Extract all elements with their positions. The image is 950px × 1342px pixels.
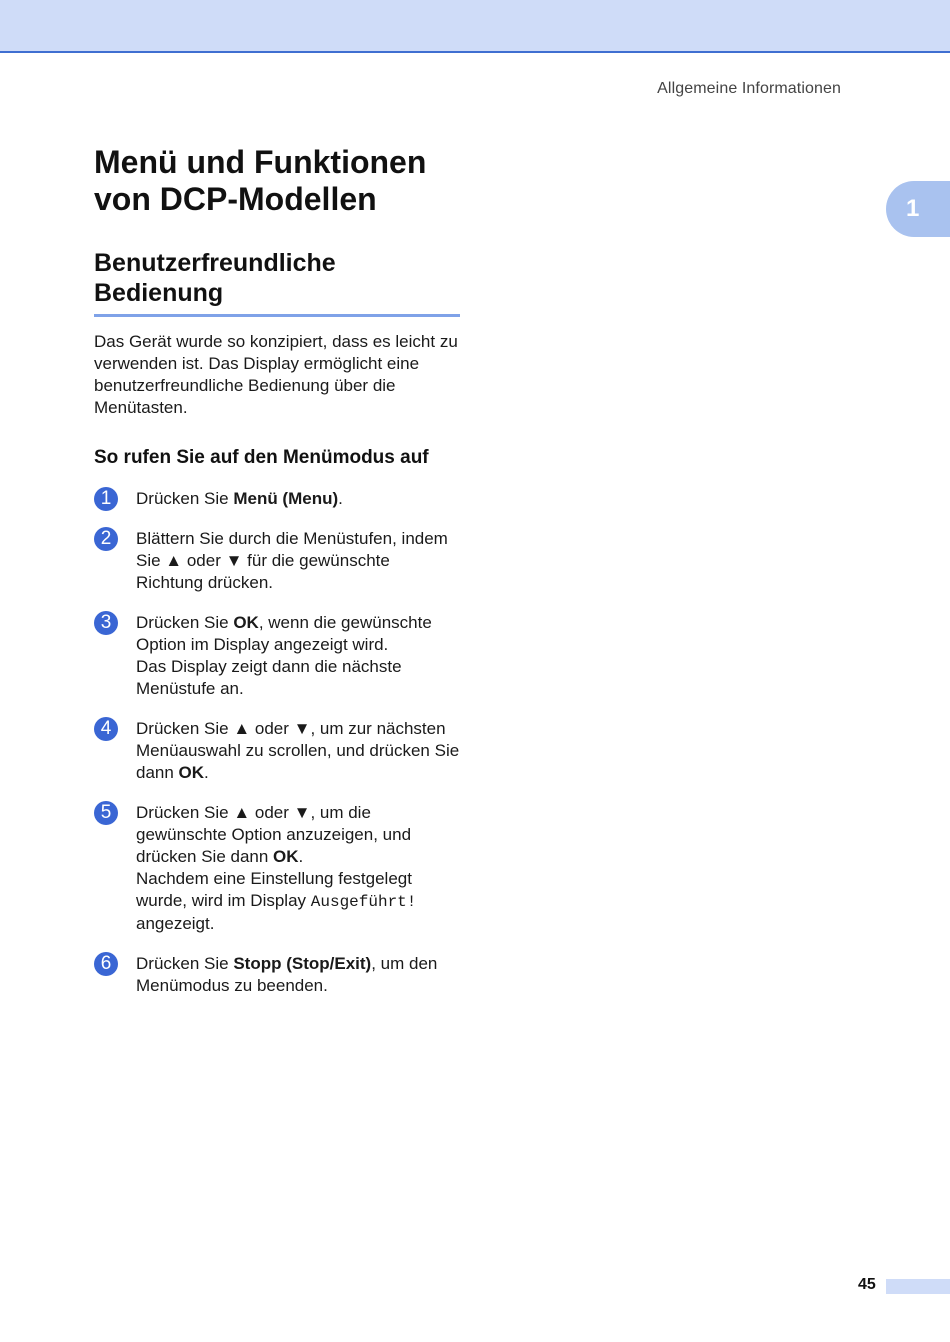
page-title: Menü und Funktionen von DCP-Modellen — [94, 144, 427, 217]
step-text: Drücken Sie ▲ oder ▼, um die gewünschte Option anzuzeigen, und drücken Sie dann — [136, 803, 412, 866]
step-4 — [94, 718, 460, 784]
step-text: . — [298, 847, 304, 866]
step-text: , um den Menümodus zu beenden. — [136, 954, 438, 995]
step-text: Drücken Sie — [136, 489, 234, 508]
step-number-badge: 5 — [94, 801, 118, 825]
key-name: OK — [273, 847, 299, 866]
step-number-badge: 1 — [94, 487, 118, 511]
section-heading: Benutzerfreundliche Bedienung — [94, 248, 460, 317]
running-header: Allgemeine Informationen — [657, 80, 841, 97]
step-text: Drücken Sie — [136, 613, 234, 632]
step-number-badge: 6 — [94, 952, 118, 976]
key-name: Menü (Menu) — [233, 489, 339, 508]
step-text: Drücken Sie — [136, 954, 234, 973]
step-number-badge: 3 — [94, 611, 118, 635]
page-content — [94, 144, 460, 1015]
step-1 — [94, 488, 460, 510]
top-header-band — [0, 0, 950, 53]
step-text: Nachdem eine Einstellung festgelegt wurde, wird im Display — [136, 869, 412, 910]
step-text: angezeigt. — [136, 914, 215, 933]
steps-list — [94, 488, 460, 997]
step-number-badge: 4 — [94, 717, 118, 741]
step-number-badge: 2 — [94, 527, 118, 551]
key-name: OK — [178, 763, 205, 782]
intro-paragraph: Das Gerät wurde so konzipiert, dass es leicht zu verwenden ist. Das Display ermöglicht eine benutzerfreundliche Bedienung über die Menütasten. — [94, 332, 458, 417]
step-6 — [94, 953, 460, 997]
footer-band — [886, 1279, 950, 1294]
step-text: . — [338, 489, 343, 508]
display-message: Ausgeführt! — [310, 893, 417, 911]
key-name: OK — [233, 613, 259, 632]
key-name: Stopp (Stop/Exit) — [233, 954, 372, 973]
chapter-tab: 1 — [886, 181, 950, 237]
subsection-heading: So rufen Sie auf den Menümodus auf — [94, 447, 429, 468]
step-3 — [94, 612, 460, 700]
step-text: Drücken Sie ▲ oder ▼, um zur nächsten Menüauswahl zu scrollen, und drücken Sie dann — [136, 719, 460, 782]
step-text: Das Display zeigt dann die nächste Menüstufe an. — [136, 657, 402, 698]
step-5 — [94, 802, 460, 935]
step-2 — [94, 528, 460, 594]
step-text: . — [204, 763, 209, 782]
step-text: , wenn die gewünschte Option im Display angezeigt wird. — [136, 613, 432, 654]
step-text: Blättern Sie durch die Menüstufen, indem Sie ▲ oder ▼ für die gewünschte Richtung drücken. — [136, 529, 448, 592]
page-number: 45 — [858, 1276, 876, 1293]
